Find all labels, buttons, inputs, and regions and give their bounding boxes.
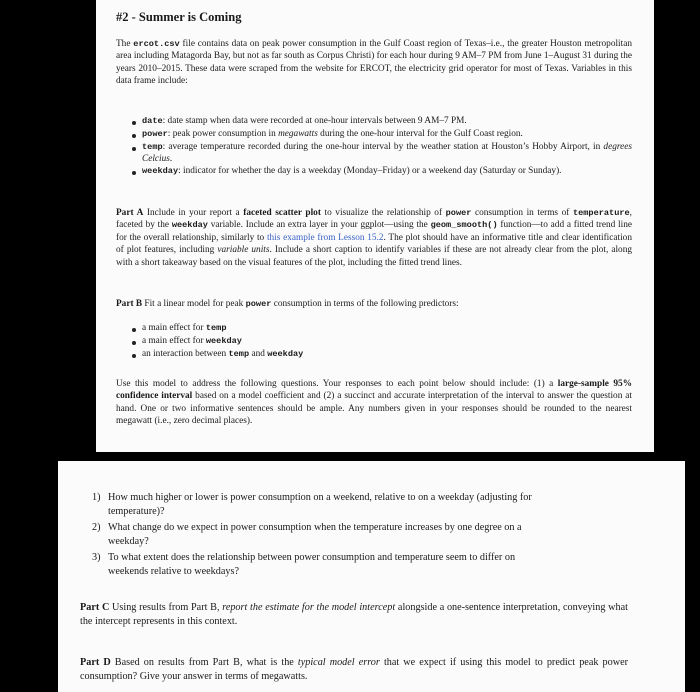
bullet-icon — [132, 121, 136, 125]
part-c-label: Part C — [80, 602, 110, 613]
part-a-paragraph: Part A Include in your report a faceted scatter plot to visualize the relationship of power consumption in terms of temperature, faceted by the weekday variable. Include an extra layer in your ggplot—using the geom_smooth() function—to add a fitted trend line for the overall relationship, similarly to this example from Lesson 15.2. The plot should have an informative title and clear identification of plot features, including variable units. Include a short caption to identify variables if these are not already clear from the plot, along with a short takeaway based on the visual features of the plot, including the fitted trend lines. — [116, 208, 632, 268]
bullet-icon — [132, 134, 136, 138]
question-text: How much higher or lower is power consumption on a weekend, relative to on a weekday (adjusting for — [108, 492, 532, 503]
document-page-2 — [58, 461, 685, 692]
part-c-paragraph: Part C Using results from Part B, report the estimate for the model intercept alongside a one-sentence interpretation, conveying what the intercept represents in this context. — [80, 602, 628, 627]
part-d-label: Part D — [80, 657, 111, 668]
part-b-paragraph: Part B Fit a linear model for peak power consumption in terms of the following predictors: — [116, 299, 459, 309]
question-text: What change do we expect in power consumption when the temperature increases by one degree on a — [108, 522, 522, 533]
part-b-label: Part B — [116, 299, 143, 309]
question-text: weekday? — [108, 536, 149, 547]
var-item-power: power: peak power consumption in megawatts during the one-hour interval for the Gulf Coast region. — [142, 129, 523, 139]
lesson-example-link[interactable]: this example from Lesson 15.2 — [266, 232, 384, 243]
part-b-instructions: Use this model to address the following questions. Your responses to each point below should include: (1) a large-sample 95% confidence interval based on a model coefficient and (2) a succinct and accurate interpretation of the interval to answer the question at hand. One or two informative sentences should be ample. Any numbers given in your responses should be rounded to the nearest megawatt (i.e., zero decimal places). — [116, 379, 632, 427]
var-item-weekday: weekday: indicator for whether the day is a weekday (Monday–Friday) or a weekend day (Saturday or Sunday). — [142, 166, 562, 176]
var-item-temp: temp: average temperature recorded during the one-hour interval by the weather station at Houston’s Hobby Airport, in degrees Celcius. — [142, 142, 632, 165]
question-number: 3) — [92, 552, 101, 563]
question-number: 1) — [92, 492, 101, 503]
question-text: weekends relative to weekdays? — [108, 566, 239, 577]
bullet-icon — [132, 171, 136, 175]
predictor-item: a main effect for weekday — [142, 336, 242, 346]
bullet-icon — [132, 147, 136, 151]
question-text: To what extent does the relationship between power consumption and temperature seem to differ on — [108, 552, 516, 563]
document-page-1 — [96, 0, 654, 452]
bullet-icon — [132, 354, 136, 358]
question-text: temperature)? — [108, 506, 165, 517]
section-title: #2 - Summer is Coming — [116, 10, 242, 24]
part-a-label: Part A — [116, 208, 144, 218]
predictor-item: a main effect for temp — [142, 323, 227, 333]
bullet-icon — [132, 328, 136, 332]
var-item-date: date: date stamp when data were recorded at one-hour intervals between 9 AM–7 PM. — [142, 116, 467, 126]
question-number: 2) — [92, 522, 101, 533]
intro-paragraph: The ercot.csv file contains data on peak power consumption in the Gulf Coast region of Texas–i.e., the greater Houston metropolitan area including Matagorda Bay, but not as far south as Corpus Christi) for each hour during 9 AM–7 PM from June 1–August 31 during the years 2010–2015. These data were scraped from the website for ERCOT, the electricity grid operator for most of Texas. Variables in this data frame include: — [116, 39, 632, 87]
bullet-icon — [132, 341, 136, 345]
predictor-item: an interaction between temp and weekday — [142, 349, 304, 359]
part-d-paragraph: Part D Based on results from Part B, what is the typical model error that we expect if using this model to predict peak power consumption? Give your answer in terms of megawatts. — [80, 657, 628, 682]
filename-code: ercot.csv — [133, 39, 180, 49]
